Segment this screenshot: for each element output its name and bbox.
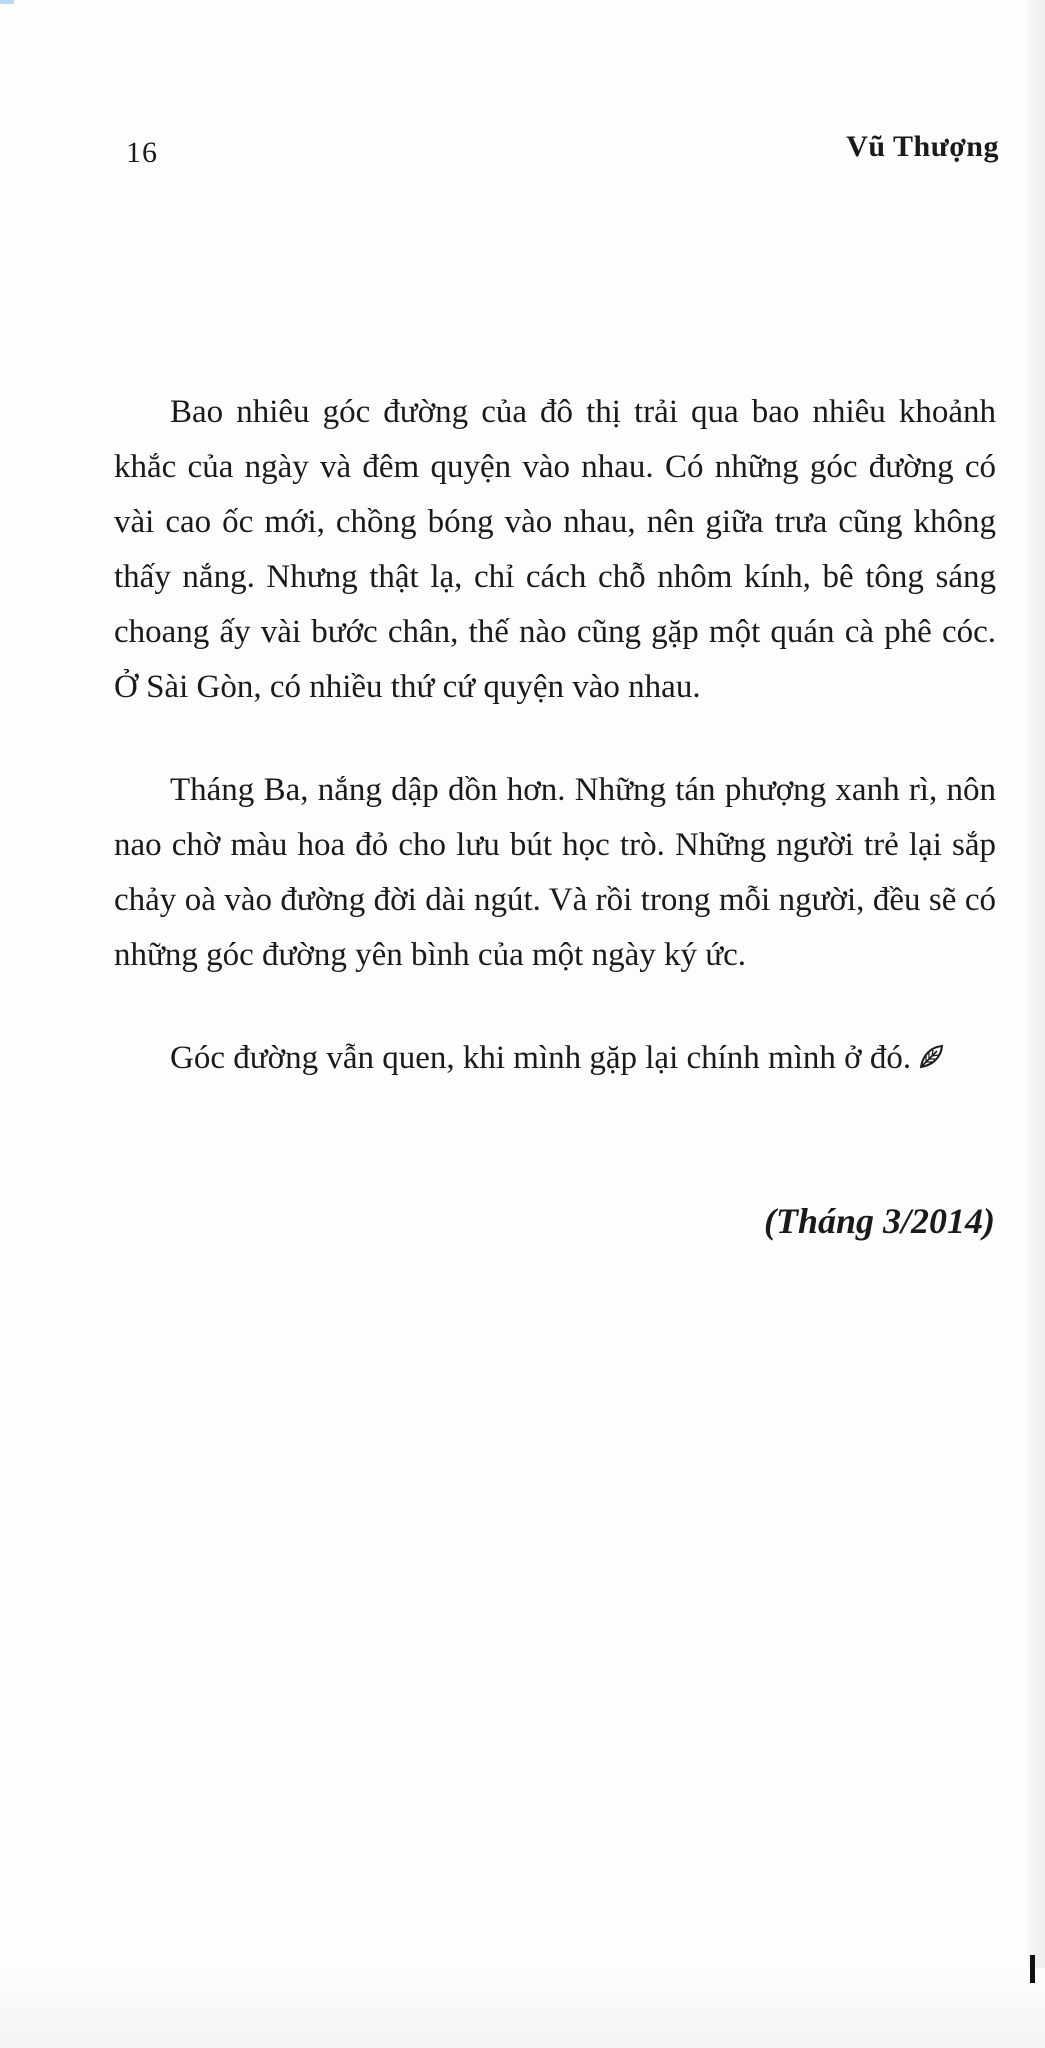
leaf-icon xyxy=(917,1043,945,1071)
running-title-author: Vũ Thượng xyxy=(846,130,999,163)
paragraph-2: Tháng Ba, nắng dập dồn hơn. Những tán phượng xanh rì, nôn nao chờ màu hoa đỏ cho lưu bút học trò. Những người trẻ lại sắp chảy oà vào đường đời dài ngút. Và rồi trong mỗi người, đều sẽ có những góc đường yên bình của một ngày ký ức. xyxy=(114,772,996,973)
margin-mark xyxy=(1030,1955,1035,1983)
paragraph-1: Bao nhiêu góc đường của đô thị trải qua bao nhiêu khoảnh khắc của ngày và đêm quyện vào nhau. Có những góc đường có vài cao ốc mới, chồng bóng vào nhau, nên giữa trưa cũng không thấy nắng. Nhưng thật lạ, chỉ cách chỗ nhôm kính, bê tông sáng choang ấy vài bước chân, thế nào cũng gặp một quán cà phê cóc. Ở Sài Gòn, có nhiều thứ cứ quyện vào nhau. xyxy=(114,394,996,705)
page-number: 16 xyxy=(126,136,158,169)
scan-edge-mark xyxy=(0,0,14,4)
body-text xyxy=(114,385,996,1134)
paragraph-3-text: Góc đường vẫn quen, khi mình gặp lại chính mình ở đó. xyxy=(170,1040,912,1076)
page-edge-shadow xyxy=(1027,0,1045,2048)
paragraph-3 xyxy=(114,1031,996,1086)
date-line: (Tháng 3/2014) xyxy=(763,1201,995,1241)
page-bottom-shade xyxy=(0,1968,1045,2048)
running-head xyxy=(126,130,999,170)
